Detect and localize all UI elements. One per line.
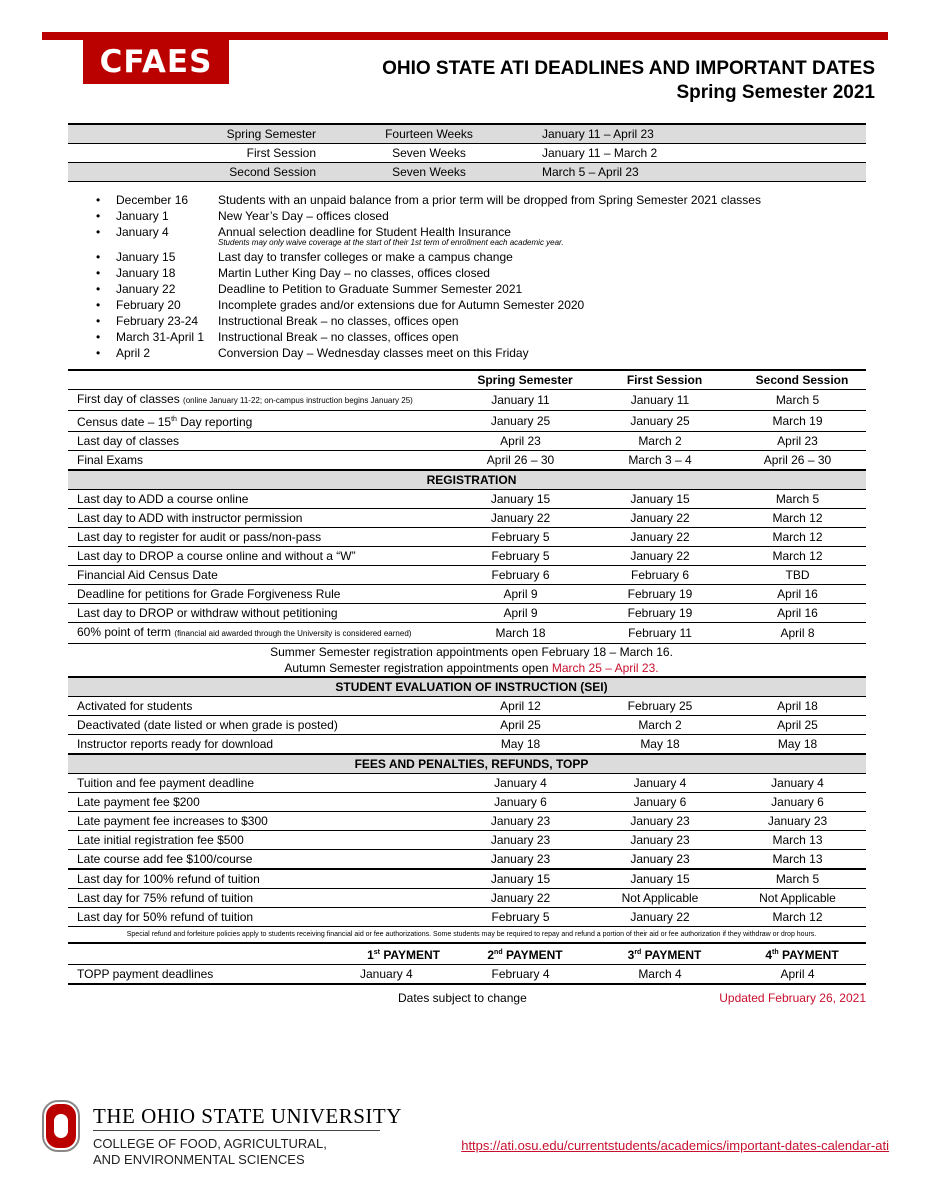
section-title: STUDENT EVALUATION OF INSTRUCTION (SEI) (68, 677, 866, 697)
table-row (68, 812, 866, 831)
date-cell: May 18 (591, 735, 729, 755)
term-length: Seven Weeks (318, 163, 540, 182)
date-cell: February 19 (591, 585, 729, 604)
date-cell: January 15 (591, 869, 729, 889)
date-cell: April 18 (729, 697, 866, 716)
university-name: THE OHIO STATE UNIVERSITY (93, 1104, 402, 1128)
header-blank (68, 370, 450, 390)
registration-note: Summer Semester registration appointments open February 18 – March 16. (270, 645, 673, 659)
payment-date: January 4 (360, 967, 413, 981)
table-row (68, 774, 866, 793)
date-cell: March 12 (729, 528, 866, 547)
date-cell: March 18 (450, 623, 591, 644)
table-row (68, 754, 866, 774)
date-cell: January 15 (591, 490, 729, 509)
date-cell: April 8 (729, 623, 866, 644)
table-row (68, 509, 866, 528)
row-label: Last day for 75% refund of tuition (68, 889, 450, 908)
date-cell: March 2 (591, 716, 729, 735)
date-cell: January 6 (450, 793, 591, 812)
term-row (68, 144, 866, 163)
date-cell: January 4 (729, 774, 866, 793)
table-row (68, 411, 866, 432)
row-label: Last day to ADD a course online (68, 490, 450, 509)
row-label: Late payment fee increases to $300 (68, 812, 450, 831)
refund-note: Special refund and forfeiture policies apply to students receiving financial aid or fee authorizations. Some students may be required to repay and refund a portion of their aid or fee authorization if they withdraw or drop hours. (68, 927, 866, 944)
table-row (68, 432, 866, 451)
row-label: Last day for 50% refund of tuition (68, 908, 450, 927)
date-cell: January 15 (450, 869, 591, 889)
date-cell: January 23 (591, 831, 729, 850)
row-label: Late payment fee $200 (68, 793, 450, 812)
registration-note: Autumn Semester registration appointments open March 25 – April 23. (284, 661, 659, 675)
date-cell: March 12 (729, 547, 866, 566)
payment-header: 3rd PAYMENT (591, 943, 729, 965)
table-row (68, 644, 866, 661)
date-cell: Not Applicable (729, 889, 866, 908)
table-row (68, 908, 866, 927)
date-cell: May 18 (450, 735, 591, 755)
date-cell: April 16 (729, 585, 866, 604)
date-cell: April 16 (729, 604, 866, 623)
table-row (68, 965, 866, 985)
date-cell: January 23 (591, 812, 729, 831)
date-cell: January 22 (591, 509, 729, 528)
table-row (68, 869, 866, 889)
date-cell: Not Applicable (591, 889, 729, 908)
date-cell: TBD (729, 566, 866, 585)
date-cell: January 22 (591, 908, 729, 927)
college-name: COLLEGE OF FOOD, AGRICULTURAL, AND ENVIRONMENTAL SCIENCES (93, 1136, 327, 1167)
table-row (68, 716, 866, 735)
date-cell: April 25 (450, 716, 591, 735)
date-cell: March 5 (729, 869, 866, 889)
list-item-note: Students may only waive coverage at the start of their 1st term of enrollment each academic year. (218, 238, 564, 247)
table-row (68, 889, 866, 908)
table-row (68, 547, 866, 566)
date-cell: February 6 (591, 566, 729, 585)
cfaes-logo: CFAES (83, 40, 229, 84)
term-row (68, 124, 866, 144)
payment-header: 2nd PAYMENT (450, 943, 591, 965)
row-label: Last day to ADD with instructor permission (68, 509, 450, 528)
date-cell: February 6 (450, 566, 591, 585)
date-cell: January 23 (591, 850, 729, 870)
date-cell: March 13 (729, 831, 866, 850)
updated-date: Updated February 26, 2021 (719, 991, 866, 1005)
table-row (68, 850, 866, 870)
date-cell: February 19 (591, 604, 729, 623)
top-red-bar (42, 32, 888, 40)
row-label: Deadline for petitions for Grade Forgiveness Rule (68, 585, 450, 604)
date-cell: February 11 (591, 623, 729, 644)
row-label: Last day for 100% refund of tuition (68, 869, 450, 889)
table-row (68, 566, 866, 585)
term-length: Fourteen Weeks (318, 124, 540, 144)
table-row (68, 793, 866, 812)
date-cell: April 9 (450, 604, 591, 623)
row-label: Financial Aid Census Date (68, 566, 450, 585)
table-row (68, 943, 866, 965)
date-cell: January 4 (591, 774, 729, 793)
row-label: Final Exams (68, 451, 450, 471)
date-cell: March 3 – 4 (591, 451, 729, 471)
page-subtitle: Spring Semester 2021 (676, 82, 875, 103)
payment-date: March 4 (591, 965, 729, 985)
page-title: OHIO STATE ATI DEADLINES AND IMPORTANT DATES (382, 58, 875, 79)
table-row (68, 735, 866, 755)
table-row (68, 370, 866, 390)
date-cell: May 18 (729, 735, 866, 755)
row-label: Tuition and fee payment deadline (68, 774, 450, 793)
date-cell: March 2 (591, 432, 729, 451)
date-cell: January 22 (591, 547, 729, 566)
date-cell: April 23 (450, 432, 591, 451)
date-cell: January 23 (729, 812, 866, 831)
row-label: TOPP payment deadlines January 4 (68, 965, 450, 985)
table-row (68, 490, 866, 509)
date-cell: March 12 (729, 908, 866, 927)
payment-header: 4th PAYMENT (729, 943, 866, 965)
date-cell: April 23 (729, 432, 866, 451)
table-row (68, 451, 866, 471)
term-name: Spring Semester (68, 124, 318, 144)
date-cell: January 15 (450, 490, 591, 509)
date-cell: March 19 (729, 411, 866, 432)
date-cell: April 12 (450, 697, 591, 716)
date-cell: February 5 (450, 908, 591, 927)
date-cell: February 5 (450, 528, 591, 547)
table-row (68, 660, 866, 677)
calendar-link[interactable]: https://ati.osu.edu/currentstudents/academics/important-dates-calendar-ati (461, 1138, 889, 1153)
term-range: January 11 – March 2 (540, 144, 866, 163)
date-cell: April 26 – 30 (450, 451, 591, 471)
table-row (68, 604, 866, 623)
date-cell: January 11 (591, 390, 729, 411)
table-row (68, 623, 866, 644)
table-row (68, 697, 866, 716)
date-cell: April 26 – 30 (729, 451, 866, 471)
table-row (68, 927, 866, 944)
payment-date: February 4 (450, 965, 591, 985)
row-label: Late initial registration fee $500 (68, 831, 450, 850)
row-label: Last day to DROP or withdraw without petitioning (68, 604, 450, 623)
payment-header: 1st PAYMENT (68, 943, 450, 965)
row-label: Late course add fee $100/course (68, 850, 450, 870)
osu-block-o-icon (42, 1100, 80, 1152)
date-cell: February 5 (450, 547, 591, 566)
term-range: March 5 – April 23 (540, 163, 866, 182)
date-cell: January 6 (729, 793, 866, 812)
date-cell: January 23 (450, 850, 591, 870)
footer-divider (93, 1130, 380, 1131)
date-cell: January 23 (450, 812, 591, 831)
term-summary-table (68, 123, 866, 182)
column-header: Second Session (729, 370, 866, 390)
table-row (68, 470, 866, 490)
date-cell: January 22 (591, 528, 729, 547)
date-cell: March 12 (729, 509, 866, 528)
row-label: 60% point of term (financial aid awarded through the University is considered earned) (68, 623, 450, 644)
dates-subject-note: Dates subject to change (398, 991, 527, 1005)
table-row (68, 677, 866, 697)
column-header: Spring Semester (450, 370, 591, 390)
table-row (68, 390, 866, 411)
date-cell: January 25 (450, 411, 591, 432)
term-name: First Session (68, 144, 318, 163)
date-cell: January 6 (591, 793, 729, 812)
table-row (68, 528, 866, 547)
term-name: Second Session (68, 163, 318, 182)
date-cell: January 25 (591, 411, 729, 432)
table-row (68, 585, 866, 604)
row-label: Census date – 15th Day reporting (68, 411, 450, 432)
date-cell: March 5 (729, 490, 866, 509)
term-row (68, 163, 866, 182)
table-row (68, 831, 866, 850)
row-label: Last day of classes (68, 432, 450, 451)
row-label: First day of classes (online January 11-22; on-campus instruction begins January 25) (68, 390, 450, 411)
term-length: Seven Weeks (318, 144, 540, 163)
date-cell: January 4 (450, 774, 591, 793)
date-cell: March 13 (729, 850, 866, 870)
date-cell: January 22 (450, 509, 591, 528)
date-cell: April 9 (450, 585, 591, 604)
row-label: Instructor reports ready for download (68, 735, 450, 755)
section-title: FEES AND PENALTIES, REFUNDS, TOPP (68, 754, 866, 774)
date-cell: April 25 (729, 716, 866, 735)
date-cell: January 22 (450, 889, 591, 908)
column-header: First Session (591, 370, 729, 390)
section-title: REGISTRATION (68, 470, 866, 490)
row-label: Last day to DROP a course online and without a “W” (68, 547, 450, 566)
date-cell: January 23 (450, 831, 591, 850)
term-range: January 11 – April 23 (540, 124, 866, 144)
date-cell: March 5 (729, 390, 866, 411)
row-label: Deactivated (date listed or when grade is posted) (68, 716, 450, 735)
date-cell: February 25 (591, 697, 729, 716)
row-label: Last day to register for audit or pass/non-pass (68, 528, 450, 547)
date-cell: January 11 (450, 390, 591, 411)
row-label: Activated for students (68, 697, 450, 716)
payment-date: April 4 (729, 965, 866, 985)
deadlines-table (68, 369, 866, 985)
